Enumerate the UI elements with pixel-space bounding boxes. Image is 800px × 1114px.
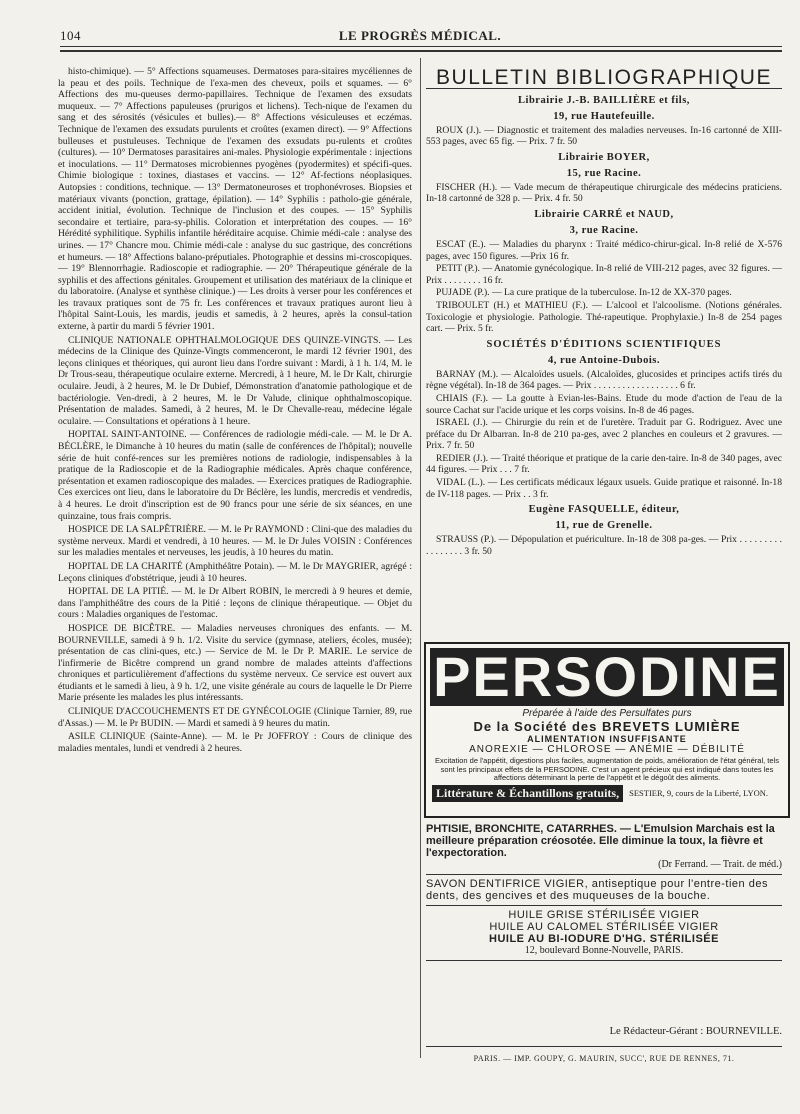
ad-savon (426, 875, 782, 906)
ad-description: Excitation de l'appétit, digestions plus faciles, augmentation de poids, amélioration de l'état général, tels sont les principaux effets de la PERSODINE. C'est un agent précieux qui est indiqué dans toutes les affections déterminant la perte de l'appétit et le dégoût des aliments. (435, 756, 779, 782)
small-advertisements (426, 820, 782, 961)
paragraph: ASILE CLINIQUE (Sainte-Anne). — M. le Pr JOFFROY : Cours de clinique des maladies mentales, lundi et vendredi à 2 heures. (58, 731, 412, 754)
ad-reference: (Dr Ferrand. — Trait. de méd.) (658, 859, 782, 870)
ad-phtisie (426, 820, 782, 875)
paragraph: CLINIQUE NATIONALE OPHTHALMOLOGIQUE DES QUINZE-VINGTS. — Les médecins de la Clinique des Quinze-Vingts commenceront, le mardi 12 février 1901, des leçons cliniques et théoriques, qui auront lieu dans l'ordre suivant : Mardi, à 1 h. 1/4, M. le Dr Trous-seau, thérapeutique oculaire externe. Mercredi, à 1 heure, M. le Dr Kalt, chirurgie oculaire. Jeudi, à 2 heures, M. le Dr Dubief, Démonstration d'anatomie pathologique et de bactériologie. Ven-dredi, à 2 heures, M. le Dr Valude, clinique ophthalmoscopique. Présentation de malades. Samedi, à 2 heures, M. le Dr Chevalle-reau, médecine légale oculaire. — Consultations et opérations à 1 heure. (58, 334, 412, 427)
ad-line: HUILE AU BI-IODURE D'HG. STÉRILISÉE (489, 933, 719, 945)
publisher-name: Librairie BOYER, (558, 151, 650, 163)
ad-text: SAVON DENTIFRICE VIGIER, antiseptique pour l'entre-tien des dents, des gencives et des muqueuses de la bouche. (426, 878, 768, 902)
ad-address: SESTIER, 9, cours de la Liberté, LYON. (629, 788, 769, 798)
paragraph: HOSPICE DE LA SALPÊTRIÈRE. — M. le Pr RAYMOND : Clini-que des maladies du système nerveux. Mardi et vendredi, à 10 heures. — M. le Dr Jules VOISIN : Conférences sur les maladies mentales et nerveuses, les jeudis, à 10 heures du matin. (58, 524, 412, 559)
paragraph: HOPITAL SAINT-ANTOINE. — Conférences de radiologie médi-cale. — M. le Dr A. BÉCLÈRE, le Dimanche à 10 heures du matin (salle de conférences de l'hôpital); nouvelle série de huit confé-rences sur les premières notions de radiologie, indispensables à la pratique de la Radioscopie et de la Radiographie médicales. Après chaque conférence, présentation et examen radioscopique des malades. — Exercices pratiques de Radiographie. Ces exercices ont lieu, dans le laboratoire du Dr Béclère, les lundis, mercredis et vendredis, à 4 heures. Le droit d'inscription est de 90 francs pour une série de six séances, en une quinzaine, tous frais compris. (58, 429, 412, 522)
publisher-name: SOCIÉTÉS D'ÉDITIONS SCIENTIFIQUES (486, 338, 722, 350)
ad-address: 12, boulevard Bonne-Nouvelle, PARIS. (524, 945, 684, 956)
publisher-address: 4, rue Antoine-Dubois. (548, 354, 660, 366)
ad-huile (426, 906, 782, 961)
book-entry: ROUX (J.). — Diagnostic et traitement des maladies nerveuses. In-16 cartonné de XIII-553 pages, avec 65 fig. — Prix. 7 fr. 50 (426, 124, 782, 148)
ad-line: Préparée à l'aide des Persulfates purs (522, 708, 692, 719)
book-entry: FISCHER (H.). — Vade mecum de thérapeutique chirurgicale des médecins praticiens. In-18 cartonné de 328 p. — Prix. 4 fr. 50 (426, 181, 782, 205)
book-entry: PUJADE (P.). — La cure pratique de la tuberculose. In-12 de XX-370 pages. (436, 287, 732, 299)
publisher-address: 11, rue de Grenelle. (555, 520, 653, 532)
publisher-address: 3, rue Racine. (569, 224, 639, 236)
ad-line: De la Société des BREVETS LUMIÈRE (473, 719, 741, 734)
ad-line: HUILE GRISE STÉRILISÉE VIGIER (508, 909, 700, 921)
book-entry: ESCAT (E.). — Maladies du pharynx : Traité médico-chirur-gical. In-8 relié de X-576 pages, avec 150 figures. —Prix 16 fr. (426, 238, 782, 262)
ad-line: HUILE AU CALOMEL STÉRILISÉE VIGIER (489, 921, 719, 933)
publisher-name: Librairie J.-B. BAILLIÈRE et fils, (518, 94, 690, 106)
ad-text: PHTISIE, BRONCHITE, CATARRHES. — L'Emulsion Marchais est la meilleure préparation créosotée. Elle diminue la toux, la fièvre et l'expectoration. (426, 823, 775, 859)
left-column (58, 66, 412, 1036)
paragraph: HOPITAL DE LA CHARITÉ (Amphithéâtre Potain). — M. le Dr MAYGRIER, agrégé : Leçons cliniques d'obstétrique, jeudi à 10 heures. (58, 560, 412, 584)
printer-footer: PARIS. — IMP. GOUPY, G. MAURIN, SUCC', RUE DE RENNES, 71. (473, 1054, 735, 1063)
column-divider (420, 58, 421, 1058)
paragraph: CLINIQUE D'ACCOUCHEMENTS ET DE GYNÉCOLOGIE (Clinique Tarnier, 89, rue d'Assas.) — M. le Pr BUDIN. — Mardi et samedi à 9 heures du matin. (58, 706, 412, 729)
paragraph: HOSPICE DE BICÊTRE. — Maladies nerveuses chroniques des enfants. — M. BOURNEVILLE, samedi à 9 h. 1/2. Visite du service (gymnase, ateliers, écoles, musée); présentation de cas clini-ques, etc.) — Service de M. le Dr P. MARIE. Le service de l'infirmerie de Bicêtre comprend un grand nombre de malades atteints d'affections chroniques et particulièrement d'affections du système nerveux. Ce service est ouvert aux étudiants et le samedi à lieu, à 9 h. 1/2, une visite générale au cours de laquelle le Dr Pierre Marie présente les malades les plus intéressants. (58, 622, 412, 704)
publisher-address: 19, rue Hautefeuille. (553, 110, 655, 122)
publisher-name: Eugène FASQUELLE, éditeur, (528, 504, 680, 516)
paragraph: histo-chimique). — 5° Affections squameuses. Dermatoses para-sitaires mycéliennes de la peau et des poils. Technique de l'exa-men des cheveux, poils et squames. — 6° Affections des mu-queuses dermo-papillaires. Technique de l'examen des exsudats muqueux. — 7° Affections papuleuses (prurigos et lichens). Tech-nique de l'examen du sang et des sérosités (vésicules et bulles).— 8° Affections vésiculeuses et eczémas. Technique de l'examen des exsudats purulents et croûtes (examen direct). — 9° Affections bulleuses et pustuleuses. Technique de l'examen des exsudats pu-rulents et croûtes (cultures). — 10° Dermatoses parasitaires ani-males. Physiologie expérimentale : injections et inoculations. — 11° Dermatoses microbiennes pyogènes (pyodermites) et spécifi-ques. Chimie biologique : toxines, diastases et vaccins. — 12° Af-fections néoplasiques. Autopsies : conditions, technique. — 13° Dermatoneuroses et trophonévroses. Biopsies et matériaux vivants (ponction, grattage, épilation). — 14° Syphilis : patholo-gie générale, accident initial, évolution. Technique de l'inclusion et des coupes. — 15° Syphilis secondaire et tertiaire, para-sy-philis. Coloration et interprétation des coupes. — 16° Hérédité syphilitique. Syphilis infantile héréditaire acquise. Chimie médi-cale : analyse des urines. — 17° Chancre mou. Chimie médi-cale : analyse du suc gastrique, des concrétions et humeurs. — 18° Affections balano-préputiales. Photographie et dessins mi-croscopiques. — 19° Blennorrhagie. Radioscopie et radiographie. — 20° Thérapeutique générale de la syphilis et des affections génitales. Groupement et utilisation des matériaux de la clinique et du laboratoire. (Analyse et synthèse clinique.) — Les droits à verser pour les conférences et les travaux pratiques sont de 75 fr. Les conférences et travaux pratiques auront lieu à l'hôpital Saint-Louis, les mardis, jeudis et samedis, à 2 heures, après la consul-tation externe, à partir du mardi 5 février 1901. (58, 66, 412, 333)
book-entry: VIDAL (L.). — Les certificats médicaux légaux usuels. Guide pratique et raisonné. In-18 de IV-118 pages. — Prix . . 3 fr. (426, 477, 782, 500)
persodine-advertisement (424, 642, 790, 818)
publisher-address: 15, rue Racine. (566, 167, 642, 179)
header-rule (60, 46, 782, 47)
editor-signature: Le Rédacteur-Gérant : BOURNEVILLE. (609, 1026, 782, 1037)
ad-line: ALIMENTATION INSUFFISANTE (527, 734, 687, 744)
bulletin-title: BULLETIN BIBLIOGRAPHIQUE (426, 72, 782, 89)
book-entry: PETIT (P.). — Anatomie gynécologique. In-8 relié de VIII-212 pages, avec 32 figures. — Prix . . . . . . . . 16 fr. (426, 263, 782, 286)
book-entry: BARNAY (M.). — Alcaloïdes usuels. (Alcaloïdes, glucosides et principes actifs tirés du règne végétal). In-18 de 364 pages. — Prix . . . . . . . . . . . . . . . . . . 6 fr. (426, 368, 782, 392)
book-entry: CHIAIS (F.). — La goutte à Evian-les-Bains. Etude du mode d'action de l'eau de la source Cachat sur l'acide urique et les corps voisins. In-8 de 46 pages. (426, 392, 782, 416)
persodine-logo: PERSODINE (430, 648, 784, 706)
page-header (60, 26, 780, 46)
ad-contact (426, 785, 788, 802)
book-entry: STRAUSS (P.). — Dépopulation et puériculture. In-18 de 308 pa-ges. — Prix . . . . . . . . . . . . . . . . . 3 fr. 50 (426, 534, 782, 557)
book-entry: TRIBOULET (H.) et MATHIEU (F.). — L'alcool et l'alcoolisme. (Notions générales. Toxicologie et physiologie. Pathologie. Thé-rapeutique. Prophylaxie.) In-8 de 254 pages cart. — Prix. 5 fr. (426, 299, 782, 335)
page-number: 104 (60, 28, 81, 43)
journal-title: LE PROGRÈS MÉDICAL. (338, 28, 502, 43)
header-rule-thick (60, 50, 782, 52)
book-entry: REDIER (J.). — Traité théorique et pratique de la carie den-taire. In-8 de 340 pages, avec 44 figures. — Prix . . . 7 fr. (426, 452, 782, 476)
ad-line: ANOREXIE — CHLOROSE — ANÉMIE — DÉBILITÉ (469, 744, 745, 755)
footer-rule (426, 1046, 782, 1047)
paragraph: HOPITAL DE LA PITIÉ. — M. le Dr Albert ROBIN, le mercredi à 9 heures et demie, dans l'amphithéâtre des cours de la Pitié : leçons de clinique thérapeutique. — Objet du cours : Maladies organiques de l'estomac. (58, 586, 412, 621)
publisher-name: Librairie CARRÉ et NAUD, (534, 208, 674, 220)
book-entry: ISRAEL (J.). — Chirurgie du rein et de l'uretère. Traduit par G. Rodriguez. Avec une préface du Dr Albarran. In-8 de 210 pa-ges, avec 2 planches en couleurs et 2 gravures. — Prix. 7 fr. 50 (426, 417, 782, 452)
ad-samples-banner: Littérature & Échantillons gratuits, (432, 785, 623, 802)
